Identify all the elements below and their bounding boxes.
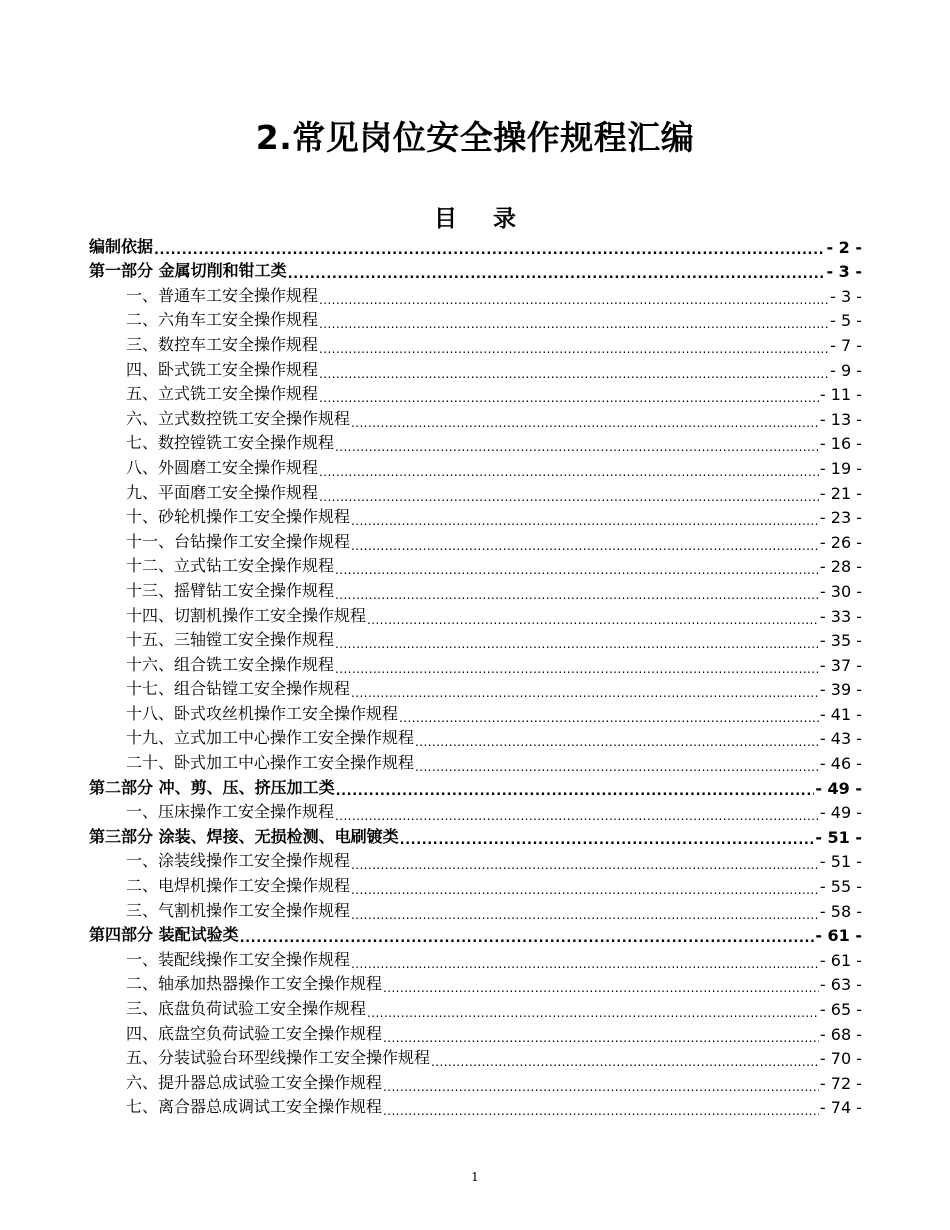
toc-dot-leader: [319, 288, 829, 306]
toc-entry-label: 二、轴承加热器操作工安全操作规程: [126, 974, 383, 994]
toc-entry-label: 三、底盘负荷试验工安全操作规程: [126, 999, 367, 1018]
toc-sub-entry[interactable]: [89, 453, 862, 478]
toc-dot-leader: [415, 730, 819, 748]
toc-entry-label: 二十、卧式加工中心操作工安全操作规程: [126, 753, 415, 773]
toc-dot-leader: [319, 386, 819, 404]
toc-dot-leader: [335, 804, 819, 822]
toc-entry-page: - 21 -: [819, 483, 862, 503]
toc-dot-leader: [399, 706, 819, 724]
toc-entry-label: 第一部分 金属切削和钳工类: [89, 261, 287, 281]
toc-entry-label: 十五、三轴镗工安全操作规程: [126, 630, 335, 650]
toc-sub-entry[interactable]: [89, 306, 862, 331]
toc-sub-entry[interactable]: [89, 601, 862, 626]
toc-entry-label: 十九、立式加工中心操作工安全操作规程: [126, 728, 415, 748]
toc-dot-leader: [335, 657, 819, 675]
toc-dot-leader: [351, 411, 819, 429]
toc-sub-entry[interactable]: [89, 945, 862, 970]
toc-sub-entry[interactable]: [89, 650, 862, 675]
toc-entry-page: - 3 -: [830, 286, 862, 306]
toc-entry-page: - 65 -: [819, 1000, 862, 1019]
toc-entry-label: 七、离合器总成调试工安全操作规程: [126, 1097, 383, 1117]
toc-dot-leader: [319, 362, 829, 380]
toc-entry-page: - 58 -: [819, 901, 862, 921]
toc-dot-leader: [240, 927, 815, 945]
toc-dot-leader: [351, 878, 819, 896]
toc-dot-leader: [367, 1001, 819, 1019]
toc-entry-label: 三、数控车工安全操作规程: [126, 334, 319, 354]
toc-dot-leader: [383, 1099, 819, 1117]
toc-dot-leader: [351, 853, 819, 871]
toc-entry-label: 第三部分 涂装、焊接、无损检测、电刷镀类: [89, 826, 399, 846]
toc-entry-label: 五、分装试验台环型线操作工安全操作规程: [126, 1048, 431, 1068]
toc-dot-leader: [367, 608, 819, 626]
toc-dot-leader: [336, 780, 815, 798]
toc-entry-page: - 68 -: [819, 1024, 862, 1044]
document-title: 2.常见岗位安全操作规程汇编: [255, 118, 695, 157]
toc-entry-page: - 23 -: [819, 508, 862, 528]
toc-entry-label: 十一、台钻操作工安全操作规程: [126, 531, 351, 551]
toc-sub-entry[interactable]: [89, 798, 862, 823]
toc-sub-entry[interactable]: [89, 527, 862, 552]
toc-entry-page: - 70 -: [819, 1049, 862, 1069]
toc-dot-leader: [351, 509, 819, 527]
toc-sub-entry[interactable]: [89, 970, 862, 995]
toc-entry-page: - 11 -: [819, 385, 862, 405]
toc-sub-entry[interactable]: [89, 380, 862, 405]
toc-dot-leader: [319, 312, 829, 330]
page-number: 1: [471, 1170, 479, 1184]
toc-entry-label: 四、底盘空负荷试验工安全操作规程: [126, 1023, 383, 1043]
toc-entry-page: - 37 -: [819, 655, 862, 675]
toc-entry-page: - 9 -: [830, 360, 862, 380]
toc-entry-page: - 55 -: [819, 877, 862, 897]
toc-entry-page: - 7 -: [830, 335, 862, 355]
toc-entry-page: - 33 -: [819, 606, 862, 626]
toc-sub-entry[interactable]: [89, 404, 862, 429]
toc-entry-page: - 3 -: [826, 262, 862, 282]
toc-entry-page: - 63 -: [819, 975, 862, 995]
toc-entry-page: - 46 -: [819, 754, 862, 774]
toc-entry-label: 十七、组合钻镗工安全操作规程: [126, 679, 351, 699]
toc-entry-page: - 43 -: [819, 729, 862, 749]
toc-sub-entry[interactable]: [89, 429, 862, 454]
toc-entry-label: 四、卧式铣工安全操作规程: [126, 359, 319, 379]
toc-sub-entry[interactable]: [89, 871, 862, 896]
toc-entry-page: - 26 -: [819, 532, 862, 552]
toc-sub-entry[interactable]: [89, 1093, 862, 1118]
toc-entry-label: 六、立式数控铣工安全操作规程: [126, 408, 351, 428]
toc-entry-page: - 61 -: [819, 950, 862, 970]
toc-entry-label: 十、砂轮机操作工安全操作规程: [126, 507, 351, 527]
toc-dot-leader: [351, 952, 819, 970]
toc-entry-page: - 13 -: [819, 409, 862, 429]
toc-part-entry[interactable]: [89, 921, 862, 946]
toc-entry-page: - 51 -: [819, 852, 862, 872]
toc-entry-label: 二、六角车工安全操作规程: [126, 310, 319, 330]
toc-entry-page: - 39 -: [819, 680, 862, 700]
toc-sub-entry[interactable]: [89, 847, 862, 872]
toc-entry-page: - 35 -: [819, 631, 862, 651]
toc-sub-entry[interactable]: [89, 626, 862, 651]
toc-entry-label: 十六、组合铣工安全操作规程: [126, 654, 335, 674]
toc-entry-label: 编制依据: [89, 236, 154, 256]
toc-dot-leader: [415, 755, 819, 773]
toc-sub-entry[interactable]: [89, 552, 862, 577]
toc-dot-leader: [431, 1050, 819, 1068]
toc-sub-entry[interactable]: [89, 330, 862, 355]
toc-entry-label: 一、压床操作工安全操作规程: [126, 802, 335, 822]
toc-part-entry[interactable]: [89, 822, 862, 847]
toc-dot-leader: [319, 485, 819, 503]
toc-entry-label: 七、数控镗铣工安全操作规程: [126, 433, 335, 453]
toc-sub-entry[interactable]: [89, 748, 862, 773]
toc-entry-label: 二、电焊机操作工安全操作规程: [126, 876, 351, 896]
toc-sub-entry[interactable]: [89, 1019, 862, 1044]
toc-sub-entry[interactable]: [89, 724, 862, 749]
toc-dot-leader: [383, 1026, 819, 1044]
toc-sub-entry[interactable]: [89, 503, 862, 528]
toc-entry-page: - 49 -: [815, 778, 862, 798]
toc-sub-entry[interactable]: [89, 1068, 862, 1093]
toc-dot-leader: [288, 263, 826, 281]
toc-dot-leader: [154, 239, 825, 257]
toc-dot-leader: [335, 435, 819, 453]
toc-sub-entry[interactable]: [89, 478, 862, 503]
toc-sub-entry[interactable]: [89, 355, 862, 380]
toc-entry-label: 五、立式铣工安全操作规程: [126, 384, 319, 404]
toc-sub-entry[interactable]: [89, 994, 862, 1019]
toc-dot-leader: [383, 976, 819, 994]
table-of-contents: [89, 232, 862, 1117]
toc-dot-leader: [335, 558, 819, 576]
toc-sub-entry[interactable]: [89, 576, 862, 601]
toc-entry-page: - 72 -: [819, 1073, 862, 1093]
toc-dot-leader: [335, 583, 819, 601]
toc-entry-page: - 51 -: [815, 827, 862, 847]
toc-sub-entry[interactable]: [89, 281, 862, 306]
toc-dot-leader: [351, 534, 819, 552]
toc-entry-label: 八、外圆磨工安全操作规程: [126, 457, 319, 477]
toc-sub-entry[interactable]: [89, 675, 862, 700]
toc-entry-page: - 74 -: [819, 1098, 862, 1118]
toc-entry-label: 第四部分 装配试验类: [89, 925, 239, 945]
toc-entry-page: - 19 -: [819, 458, 862, 478]
toc-entry-label: 十四、切割机操作工安全操作规程: [126, 605, 367, 625]
toc-entry-page: - 28 -: [819, 557, 862, 577]
toc-sub-entry[interactable]: [89, 1044, 862, 1069]
toc-entry-label: 六、提升器总成试验工安全操作规程: [126, 1072, 383, 1092]
toc-entry-page: - 30 -: [819, 581, 862, 601]
toc-entry-page: - 2 -: [826, 237, 862, 257]
toc-entry-label: 第二部分 冲、剪、压、挤压加工类: [89, 777, 335, 797]
toc-entry-page: - 61 -: [815, 926, 862, 946]
toc-part-entry[interactable]: [89, 257, 862, 282]
toc-sub-entry[interactable]: [89, 896, 862, 921]
toc-entry-label: 十三、摇臂钻工安全操作规程: [126, 580, 335, 600]
toc-entry-page: - 41 -: [819, 704, 862, 724]
toc-dot-leader: [335, 632, 819, 650]
toc-entry-label: 一、涂装线操作工安全操作规程: [126, 851, 351, 871]
toc-dot-leader: [319, 460, 819, 478]
toc-entry-label: 九、平面磨工安全操作规程: [126, 482, 319, 502]
toc-entry-label: 十二、立式钻工安全操作规程: [126, 556, 335, 576]
toc-dot-leader: [351, 903, 819, 921]
toc-dot-leader: [351, 681, 819, 699]
toc-dot-leader: [319, 337, 829, 355]
toc-entry-page: - 49 -: [819, 803, 862, 823]
toc-entry-label: 一、普通车工安全操作规程: [126, 285, 319, 305]
toc-entry-label: 三、气割机操作工安全操作规程: [126, 900, 351, 920]
toc-dot-leader: [400, 829, 815, 847]
toc-part-entry[interactable]: [89, 773, 862, 798]
toc-sub-entry[interactable]: [89, 699, 862, 724]
toc-entry-page: - 16 -: [819, 434, 862, 454]
toc-dot-leader: [383, 1075, 819, 1093]
toc-part-entry[interactable]: [89, 232, 862, 257]
toc-entry-label: 一、装配线操作工安全操作规程: [126, 949, 351, 969]
toc-entry-page: - 5 -: [830, 311, 862, 331]
toc-heading: 目 录: [433, 206, 530, 232]
toc-entry-label: 十八、卧式攻丝机操作工安全操作规程: [126, 703, 399, 723]
